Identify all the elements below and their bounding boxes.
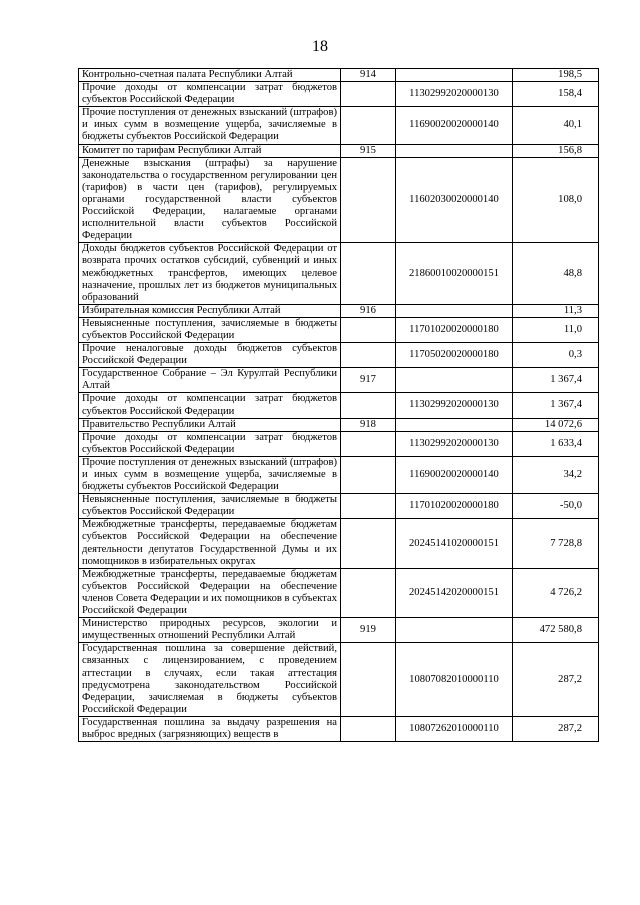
admin-code-cell [341, 494, 396, 519]
revenue-name-cell: Доходы бюджетов субъектов Российской Федерации от возврата прочих остатков субсидий, субвенций и иных межбюджетных трансфертов, имеющих целевое назначение, прошлых лет из бюджетов муниципальных образований [79, 243, 341, 304]
admin-code-cell [341, 519, 396, 568]
amount-cell: 287,2 [513, 643, 599, 717]
revenue-name-cell: Государственное Собрание – Эл Курултай Республики Алтай [79, 368, 341, 393]
admin-code-cell [341, 643, 396, 717]
budget-code-cell: 11701020020000180 [396, 494, 513, 519]
table-row [79, 144, 599, 157]
revenue-name-cell: Избирательная комиссия Республики Алтай [79, 304, 341, 317]
table-row [79, 418, 599, 431]
admin-code-cell: 915 [341, 144, 396, 157]
amount-cell: 4 726,2 [513, 568, 599, 617]
revenue-name-cell: Денежные взыскания (штрафы) за нарушение законодательства о государственном регулировании цен (тарифов) в части цен (тарифов), регулируемых органами государственной власти субъектов Российской Федерации, налагаемые органами исполнительной власти субъектов Российской Федерации [79, 157, 341, 243]
revenue-name-cell: Государственная пошлина за выдачу разрешения на выброс вредных (загрязняющих) веществ в [79, 716, 341, 741]
budget-code-cell [396, 368, 513, 393]
budget-code-cell: 20245141020000151 [396, 519, 513, 568]
amount-cell: 11,3 [513, 304, 599, 317]
table-row [79, 456, 599, 493]
table-row [79, 643, 599, 717]
table-row [79, 716, 599, 741]
amount-cell: 1 633,4 [513, 431, 599, 456]
admin-code-cell: 919 [341, 618, 396, 643]
table-row [79, 494, 599, 519]
amount-cell: 472 580,8 [513, 618, 599, 643]
admin-code-cell [341, 243, 396, 304]
table-row [79, 393, 599, 418]
revenue-table-body [79, 69, 599, 742]
revenue-name-cell: Комитет по тарифам Республики Алтай [79, 144, 341, 157]
budget-code-cell [396, 304, 513, 317]
table-row [79, 431, 599, 456]
admin-code-cell: 918 [341, 418, 396, 431]
budget-code-cell: 11705020020000180 [396, 343, 513, 368]
table-row [79, 317, 599, 342]
admin-code-cell: 914 [341, 69, 396, 82]
revenue-name-cell: Прочие доходы от компенсации затрат бюджетов субъектов Российской Федерации [79, 431, 341, 456]
admin-code-cell: 917 [341, 368, 396, 393]
revenue-name-cell: Невыясненные поступления, зачисляемые в бюджеты субъектов Российской Федерации [79, 494, 341, 519]
admin-code-cell [341, 568, 396, 617]
revenue-name-cell: Межбюджетные трансферты, передаваемые бюджетам субъектов Российской Федерации на обеспечение деятельности депутатов Государственной Думы и их помощников в избирательных округах [79, 519, 341, 568]
table-row [79, 107, 599, 144]
amount-cell: 7 728,8 [513, 519, 599, 568]
table-row [79, 82, 599, 107]
amount-cell: 34,2 [513, 456, 599, 493]
revenue-table [78, 68, 599, 742]
amount-cell: -50,0 [513, 494, 599, 519]
table-row [79, 243, 599, 304]
admin-code-cell [341, 393, 396, 418]
admin-code-cell [341, 157, 396, 243]
amount-cell: 108,0 [513, 157, 599, 243]
admin-code-cell [341, 456, 396, 493]
table-row [79, 519, 599, 568]
revenue-name-cell: Прочие доходы от компенсации затрат бюджетов субъектов Российской Федерации [79, 82, 341, 107]
table-row [79, 618, 599, 643]
budget-code-cell: 10807082010000110 [396, 643, 513, 717]
amount-cell: 1 367,4 [513, 393, 599, 418]
table-row [79, 568, 599, 617]
amount-cell: 48,8 [513, 243, 599, 304]
amount-cell: 11,0 [513, 317, 599, 342]
revenue-name-cell: Контрольно-счетная палата Республики Алтай [79, 69, 341, 82]
revenue-name-cell: Прочие поступления от денежных взысканий (штрафов) и иных сумм в возмещение ущерба, зачисляемые в бюджеты субъектов Российской Федерации [79, 456, 341, 493]
budget-code-cell: 11690020020000140 [396, 107, 513, 144]
amount-cell: 158,4 [513, 82, 599, 107]
budget-code-cell [396, 618, 513, 643]
table-row [79, 368, 599, 393]
amount-cell: 1 367,4 [513, 368, 599, 393]
budget-code-cell: 20245142020000151 [396, 568, 513, 617]
admin-code-cell [341, 431, 396, 456]
budget-code-cell: 21860010020000151 [396, 243, 513, 304]
budget-code-cell [396, 69, 513, 82]
table-row [79, 304, 599, 317]
admin-code-cell [341, 82, 396, 107]
revenue-name-cell: Правительство Республики Алтай [79, 418, 341, 431]
revenue-name-cell: Государственная пошлина за совершение действий, связанных с лицензированием, с проведением аттестации в случаях, если такая аттестация предусмотрена законодательством Российской Федерации, зачисляемая в бюджеты субъектов Российской Федерации [79, 643, 341, 717]
admin-code-cell [341, 716, 396, 741]
revenue-name-cell: Невыясненные поступления, зачисляемые в бюджеты субъектов Российской Федерации [79, 317, 341, 342]
amount-cell: 40,1 [513, 107, 599, 144]
budget-code-cell: 10807262010000110 [396, 716, 513, 741]
revenue-name-cell: Межбюджетные трансферты, передаваемые бюджетам субъектов Российской Федерации на обеспечение членов Совета Федерации и их помощников в субъектах Российской Федерации [79, 568, 341, 617]
page-number: 18 [312, 38, 328, 55]
amount-cell: 14 072,6 [513, 418, 599, 431]
amount-cell: 287,2 [513, 716, 599, 741]
table-row [79, 69, 599, 82]
revenue-name-cell: Министерство природных ресурсов, экологии и имущественных отношений Республики Алтай [79, 618, 341, 643]
table-row [79, 157, 599, 243]
admin-code-cell [341, 317, 396, 342]
revenue-name-cell: Прочие доходы от компенсации затрат бюджетов субъектов Российской Федерации [79, 393, 341, 418]
amount-cell: 156,8 [513, 144, 599, 157]
budget-code-cell: 11701020020000180 [396, 317, 513, 342]
budget-code-cell: 11690020020000140 [396, 456, 513, 493]
admin-code-cell: 916 [341, 304, 396, 317]
amount-cell: 198,5 [513, 69, 599, 82]
revenue-name-cell: Прочие поступления от денежных взысканий (штрафов) и иных сумм в возмещение ущерба, зачисляемые в бюджеты субъектов Российской Федерации [79, 107, 341, 144]
amount-cell: 0,3 [513, 343, 599, 368]
budget-code-cell [396, 418, 513, 431]
budget-code-cell [396, 144, 513, 157]
budget-code-cell: 11602030020000140 [396, 157, 513, 243]
budget-code-cell: 11302992020000130 [396, 82, 513, 107]
admin-code-cell [341, 107, 396, 144]
budget-code-cell: 11302992020000130 [396, 393, 513, 418]
admin-code-cell [341, 343, 396, 368]
budget-code-cell: 11302992020000130 [396, 431, 513, 456]
revenue-name-cell: Прочие неналоговые доходы бюджетов субъектов Российской Федерации [79, 343, 341, 368]
table-row [79, 343, 599, 368]
